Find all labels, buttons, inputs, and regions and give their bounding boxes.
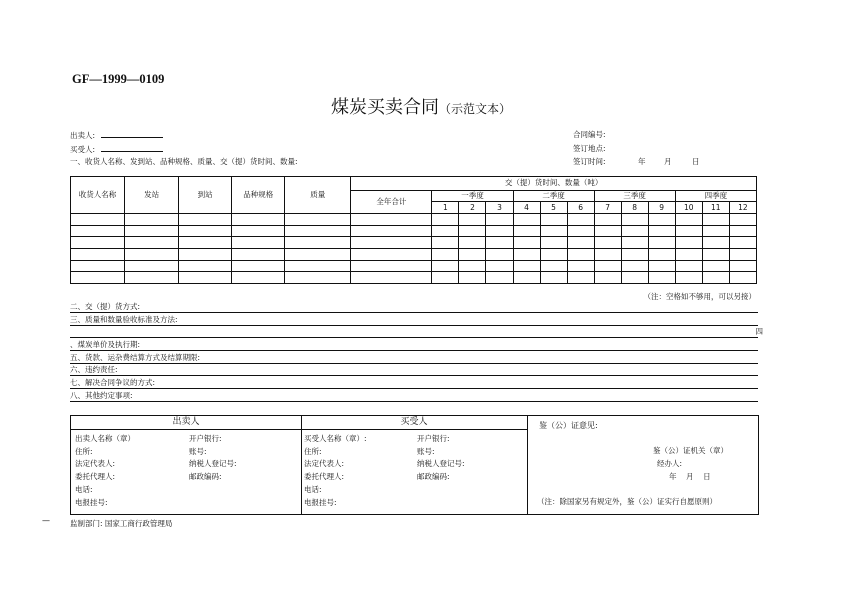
table-cell[interactable]	[71, 272, 125, 284]
col-depart-station: 发站	[125, 177, 179, 214]
table-cell[interactable]	[513, 272, 540, 284]
table-cell[interactable]	[232, 249, 285, 261]
table-cell[interactable]	[513, 237, 540, 249]
buyer-agent: 委托代理人:	[304, 472, 345, 482]
seller-bank: 开户银行:	[189, 434, 222, 443]
table-cell[interactable]	[513, 214, 540, 226]
section-7-line	[70, 376, 758, 389]
seller-left-column	[75, 433, 135, 509]
month-11-header: 11	[702, 202, 729, 214]
buyer-underline	[101, 143, 163, 152]
contract-title	[0, 93, 842, 119]
table-cell[interactable]	[351, 272, 432, 284]
table-cell[interactable]	[729, 225, 756, 237]
footer-dash: —	[42, 516, 50, 525]
table-cell[interactable]	[459, 249, 486, 261]
section-1: 一、收货人名称、发到站、品种规格、质量、交（提）货时间、数量:	[70, 157, 298, 166]
table-cell[interactable]	[540, 225, 567, 237]
seller-name-seal: 出卖人名称（章）	[75, 434, 135, 443]
month-8-header: 8	[621, 202, 648, 214]
table-cell[interactable]	[71, 214, 125, 226]
table-cell[interactable]	[459, 214, 486, 226]
table-cell[interactable]	[702, 225, 729, 237]
table-cell[interactable]	[432, 272, 459, 284]
sign-place-label: 签订地点:	[573, 144, 606, 153]
table-cell[interactable]	[621, 214, 648, 226]
seller-phone: 电话:	[75, 484, 93, 494]
section-4-line	[70, 325, 763, 338]
table-cell[interactable]	[179, 214, 232, 226]
buyer-right-column	[417, 433, 465, 484]
seller-underline	[101, 129, 163, 138]
table-cell[interactable]	[675, 214, 702, 226]
parties-divider-1	[301, 416, 302, 514]
table-cell[interactable]	[702, 214, 729, 226]
buyer-name-seal: 买受人名称（章）:	[304, 434, 367, 443]
seller-box-header: 出卖人	[172, 417, 200, 427]
col-quality: 质量	[285, 177, 351, 214]
table-cell[interactable]	[729, 260, 756, 272]
month-7-header: 7	[594, 202, 621, 214]
table-row	[71, 214, 757, 226]
section-8: 八、其他约定事项:	[70, 391, 133, 400]
table-cell[interactable]	[432, 249, 459, 261]
buyer-legal-rep: 法定代表人:	[304, 459, 345, 469]
table-cell[interactable]	[729, 272, 756, 284]
table-cell[interactable]	[459, 272, 486, 284]
buyer-account: 账号:	[417, 446, 435, 456]
table-cell[interactable]	[675, 249, 702, 261]
table-cell[interactable]	[125, 237, 179, 249]
seller-address: 住所:	[75, 446, 93, 456]
seller-postcode: 邮政编码:	[189, 472, 222, 482]
table-cell[interactable]	[648, 225, 675, 237]
sign-year: 年	[638, 157, 646, 166]
table-cell[interactable]	[513, 260, 540, 272]
parties-divider-2	[527, 416, 528, 514]
table-cell[interactable]	[432, 237, 459, 249]
section-4: 、煤炭单价及执行期:	[70, 340, 141, 349]
quarter-4-header: 四季度	[675, 190, 756, 202]
table-cell[interactable]	[702, 249, 729, 261]
month-6-header: 6	[567, 202, 594, 214]
section-2: 二、交（提）货方式:	[70, 302, 141, 311]
table-cell[interactable]	[540, 237, 567, 249]
seller-right-column	[189, 433, 237, 484]
table-cell[interactable]	[675, 272, 702, 284]
table-note: （注：空格如不够用，可以另接）	[643, 292, 756, 301]
seller-telegram: 电报挂号:	[75, 497, 108, 507]
document-code: GF—1999—0109	[72, 72, 165, 86]
seller-tax-id: 纳税人登记号:	[189, 459, 237, 469]
notary-handler: 经办人:	[657, 459, 683, 468]
section-8-line	[70, 389, 758, 402]
month-5-header: 5	[540, 202, 567, 214]
notary-note: （注：除国家另有规定外，鉴（公）证实行自愿原则）	[537, 497, 717, 506]
table-cell[interactable]	[459, 237, 486, 249]
table-cell[interactable]	[285, 272, 351, 284]
sign-time-label: 签订时间:	[573, 157, 606, 166]
table-cell[interactable]	[621, 225, 648, 237]
table-cell[interactable]	[540, 272, 567, 284]
table-cell[interactable]	[594, 249, 621, 261]
table-cell[interactable]	[486, 237, 513, 249]
table-cell[interactable]	[513, 249, 540, 261]
table-row	[71, 272, 757, 284]
table-cell[interactable]	[567, 225, 594, 237]
table-cell[interactable]	[351, 214, 432, 226]
table-cell[interactable]	[675, 225, 702, 237]
table-cell[interactable]	[351, 225, 432, 237]
table-cell[interactable]	[351, 249, 432, 261]
table-cell[interactable]	[125, 249, 179, 261]
parties-header-rule	[71, 429, 527, 430]
table-cell[interactable]	[702, 272, 729, 284]
col-spec: 品种规格	[232, 177, 285, 214]
table-cell[interactable]	[232, 214, 285, 226]
buyer-address: 住所:	[304, 446, 322, 456]
section-3: 三、质量和数量验收标准及方法:	[70, 315, 178, 324]
table-cell[interactable]	[125, 214, 179, 226]
section-5: 五、货款、运杂费结算方式及结算期限:	[70, 353, 201, 362]
table-cell[interactable]	[729, 214, 756, 226]
table-cell[interactable]	[459, 225, 486, 237]
year-total-header: 全年合计	[351, 190, 432, 213]
buyer-label: 买受人:	[70, 145, 96, 154]
table-cell[interactable]	[621, 272, 648, 284]
table-cell[interactable]	[179, 237, 232, 249]
col-consignee: 收货人名称	[71, 177, 125, 214]
month-12-header: 12	[729, 202, 756, 214]
month-4-header: 4	[513, 202, 540, 214]
quarter-1-header: 一季度	[432, 190, 513, 202]
notary-date: 年 月 日	[669, 472, 711, 481]
section-2-line	[70, 300, 758, 313]
table-cell[interactable]	[594, 272, 621, 284]
table-cell[interactable]	[648, 272, 675, 284]
seller-field	[70, 129, 163, 141]
table-cell[interactable]	[71, 225, 125, 237]
table-cell[interactable]	[179, 249, 232, 261]
table-cell[interactable]	[567, 272, 594, 284]
table-cell[interactable]	[179, 225, 232, 237]
table-cell[interactable]	[621, 260, 648, 272]
title-main: 煤炭买卖合同	[330, 97, 439, 118]
table-cell[interactable]	[729, 249, 756, 261]
table-cell[interactable]	[621, 249, 648, 261]
goods-table-body	[71, 214, 757, 284]
table-cell[interactable]	[125, 225, 179, 237]
table-cell[interactable]	[567, 214, 594, 226]
table-cell[interactable]	[675, 260, 702, 272]
table-cell[interactable]	[232, 260, 285, 272]
table-cell[interactable]	[486, 249, 513, 261]
table-cell[interactable]	[594, 260, 621, 272]
table-cell[interactable]	[351, 260, 432, 272]
table-cell[interactable]	[179, 260, 232, 272]
month-10-header: 10	[675, 202, 702, 214]
seller-legal-rep: 法定代表人:	[75, 459, 116, 469]
buyer-tax-id: 纳税人登记号:	[417, 459, 465, 469]
table-cell[interactable]	[702, 237, 729, 249]
buyer-field	[70, 143, 163, 155]
table-cell[interactable]	[285, 225, 351, 237]
table-cell[interactable]	[648, 214, 675, 226]
seller-account: 账号:	[189, 446, 207, 456]
table-cell[interactable]	[285, 260, 351, 272]
seller-label: 出卖人:	[70, 131, 96, 140]
table-cell[interactable]	[567, 260, 594, 272]
buyer-box-header: 买受人	[400, 417, 428, 427]
table-cell[interactable]	[594, 225, 621, 237]
buyer-phone: 电话:	[304, 484, 322, 494]
sign-month: 月	[664, 157, 672, 166]
table-cell[interactable]	[486, 225, 513, 237]
col-arrive-station: 到站	[179, 177, 232, 214]
table-cell[interactable]	[486, 260, 513, 272]
parties-box	[70, 415, 759, 515]
supervisor-dept: 监制部门: 国家工商行政管理局	[70, 519, 173, 528]
table-cell[interactable]	[675, 237, 702, 249]
title-subtitle: （示范文本）	[438, 102, 511, 116]
table-cell[interactable]	[702, 260, 729, 272]
contract-number-label: 合同编号:	[573, 130, 606, 139]
month-3-header: 3	[486, 202, 513, 214]
notary-opinion: 鉴（公）证意见:	[539, 421, 598, 430]
table-cell[interactable]	[232, 272, 285, 284]
quarter-2-header: 二季度	[513, 190, 594, 202]
table-cell[interactable]	[648, 260, 675, 272]
seller-agent: 委托代理人:	[75, 472, 116, 482]
table-cell[interactable]	[648, 249, 675, 261]
buyer-postcode: 邮政编码:	[417, 472, 450, 482]
table-cell[interactable]	[179, 272, 232, 284]
table-cell[interactable]	[71, 260, 125, 272]
table-cell[interactable]	[567, 237, 594, 249]
section-6: 六、违约责任:	[70, 365, 118, 374]
section-7: 七、解决合同争议的方式:	[70, 378, 156, 387]
table-cell[interactable]	[71, 249, 125, 261]
table-cell[interactable]	[486, 272, 513, 284]
table-cell[interactable]	[232, 237, 285, 249]
sign-day: 日	[692, 157, 700, 166]
table-cell[interactable]	[232, 225, 285, 237]
table-cell[interactable]	[432, 225, 459, 237]
table-cell[interactable]	[351, 237, 432, 249]
table-cell[interactable]	[125, 272, 179, 284]
month-1-header: 1	[432, 202, 459, 214]
table-row	[71, 260, 757, 272]
table-cell[interactable]	[125, 260, 179, 272]
table-cell[interactable]	[648, 237, 675, 249]
table-cell[interactable]	[540, 214, 567, 226]
quarter-3-header: 三季度	[594, 190, 675, 202]
table-row	[71, 249, 757, 261]
table-cell[interactable]	[459, 260, 486, 272]
table-cell[interactable]	[486, 214, 513, 226]
buyer-bank: 开户银行:	[417, 434, 450, 443]
notary-authority: 鉴（公）证机关（章）	[653, 446, 728, 455]
section-4-number: 四	[755, 327, 763, 336]
table-cell[interactable]	[285, 249, 351, 261]
table-cell[interactable]	[285, 214, 351, 226]
buyer-telegram: 电报挂号:	[304, 497, 337, 507]
table-cell[interactable]	[432, 260, 459, 272]
month-9-header: 9	[648, 202, 675, 214]
table-row	[71, 225, 757, 237]
table-cell[interactable]	[71, 237, 125, 249]
table-cell[interactable]	[567, 249, 594, 261]
delivery-header: 交（提）货时间、数量（吨）	[351, 177, 757, 191]
table-cell[interactable]	[540, 260, 567, 272]
table-cell[interactable]	[432, 214, 459, 226]
buyer-left-column	[304, 433, 367, 509]
table-cell[interactable]	[540, 249, 567, 261]
table-cell[interactable]	[594, 214, 621, 226]
table-cell[interactable]	[729, 237, 756, 249]
table-cell[interactable]	[513, 225, 540, 237]
month-2-header: 2	[459, 202, 486, 214]
table-cell[interactable]	[594, 237, 621, 249]
section-6-line	[70, 363, 758, 376]
table-cell[interactable]	[285, 237, 351, 249]
goods-table	[70, 176, 757, 284]
table-row	[71, 237, 757, 249]
section-4b-line	[70, 338, 758, 351]
table-cell[interactable]	[621, 237, 648, 249]
